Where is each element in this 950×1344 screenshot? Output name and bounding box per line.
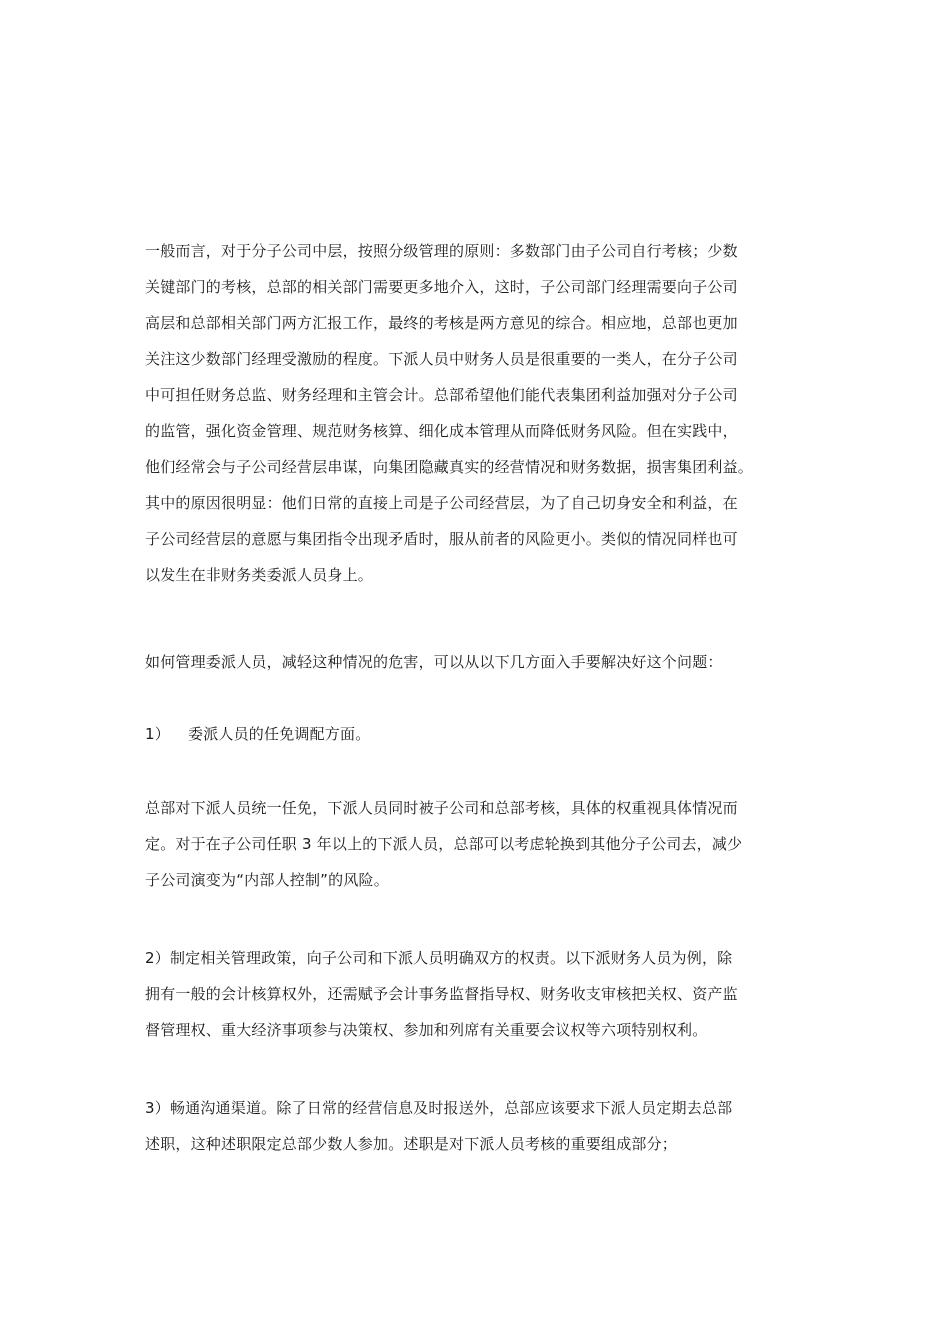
paragraph-1 [145,233,810,593]
text-line: 关注这少数部门经理受激励的程度。下派人员中财务人员是很重要的一类人，在分子公司 [145,350,738,368]
paragraph-5 [145,1090,810,1162]
text-line: 一般而言，对于分子公司中层，按照分级管理的原则：多数部门由子公司自行考核；少数 [145,242,738,260]
text-line: 的监管，强化资金管理、规范财务核算、细化成本管理从而降低财务风险。但在实践中， [145,422,738,440]
text-line: 其中的原因很明显：他们日常的直接上司是子公司经营层，为了自己切身安全和利益，在 [145,494,738,512]
text-line: 子公司演变为“内部人控制”的风险。 [145,871,389,889]
text-line: 他们经常会与子公司经营层串谋，向集团隐藏真实的经营情况和财务数据，损害集团利益。 [145,458,754,476]
paragraph-4 [145,940,810,1048]
text-line: 3）畅通沟通渠道。除了日常的经营信息及时报送外，总部应该要求下派人员定期去总部 [145,1099,733,1117]
text-line: 述职，这种述职限定总部少数人参加。述职是对下派人员考核的重要组成部分； [145,1135,678,1153]
text-line: 以发生在非财务类委派人员身上。 [145,566,374,584]
text-line: 总部对下派人员统一任免，下派人员同时被子公司和总部考核，具体的权重视具体情况而 [145,799,738,817]
text-line: 2）制定相关管理政策，向子公司和下派人员明确双方的权责。以下派财务人员为例，除 [145,949,733,967]
list-item-1 [145,716,810,752]
text-line: 如何管理委派人员，减轻这种情况的危害，可以从以下几方面入手要解决好这个问题： [145,653,723,671]
list-item-text: 委派人员的任免调配方面。 [188,725,371,743]
paragraph-3 [145,790,810,898]
text-line: 中可担任财务总监、财务经理和主管会计。总部希望他们能代表集团利益加强对分子公司 [145,386,738,404]
text-line: 关键部门的考核，总部的相关部门需要更多地介入，这时，子公司部门经理需要向子公司 [145,278,738,296]
text-line: 拥有一般的会计核算权外，还需赋予会计事务监督指导权、财务收支审核把关权、资产监 [145,985,738,1003]
text-line: 高层和总部相关部门两方汇报工作，最终的考核是两方意见的综合。相应地，总部也更加 [145,314,738,332]
paragraph-2 [145,644,810,680]
text-line: 定。对于在子公司任职 3 年以上的下派人员，总部可以考虑轮换到其他分子公司去，减少 [145,835,743,853]
text-line: 子公司经营层的意愿与集团指令出现矛盾时，服从前者的风险更小。类似的情况同样也可 [145,530,738,548]
list-number: 1） [145,725,170,743]
text-line: 督管理权、重大经济事项参与决策权、参加和列席有关重要会议权等六项特别权利。 [145,1021,708,1039]
